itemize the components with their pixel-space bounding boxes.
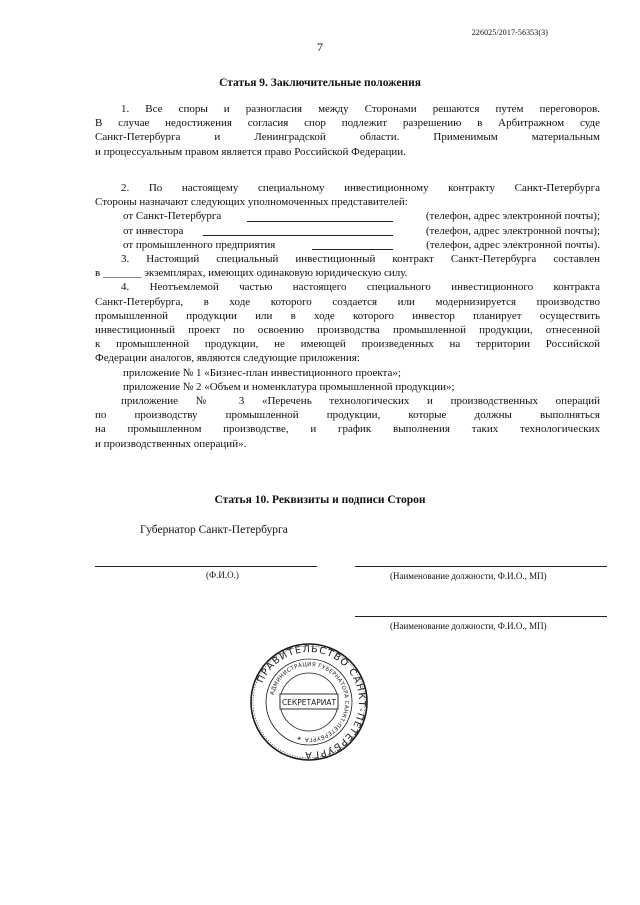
- representative-row-enterprise: [95, 238, 600, 252]
- blank-line: [312, 249, 393, 250]
- representative-label: от Санкт-Петербурга: [123, 210, 222, 223]
- seal-star-icon: ★: [297, 736, 302, 742]
- article-9-paragraph-1: [95, 102, 600, 159]
- seal-inner-text: АДМИНИСТРАЦИЯ ГУБЕРНАТОРА САНКТ-ПЕТЕРБУРГА: [269, 661, 350, 743]
- caption-fio: (Ф.И.О.): [206, 570, 239, 580]
- text-line: и процессуальным правом является право Российской Федерации.: [95, 145, 406, 158]
- representative-row-investor: [95, 224, 600, 238]
- text-line: инвестиционный проект по освоению производства промышленной продукции, отнесенной: [95, 323, 600, 336]
- article-9-paragraphs-2-4: [95, 181, 600, 451]
- text-line: по производству промышленной продукции, которые должны выполняться: [95, 409, 600, 422]
- text-line: 3. Настоящий специальный инвестиционный контракт Санкт-Петербурга составлен: [121, 252, 600, 265]
- text-line: к промышленной продукции, не имеющей произведенных на территории Российской: [95, 338, 600, 351]
- appendix-3: приложение № 3 «Перечень технологических и производственных операций: [121, 395, 600, 407]
- appendix-2: приложение № 2 «Объем и номенклатура промышленной продукции»;: [123, 380, 455, 393]
- text-line: 2. По настоящему специальному инвестиционному контракту Санкт-Петербурга: [121, 182, 600, 194]
- article-10-title: Статья 10. Реквизиты и подписи Сторон: [214, 494, 426, 506]
- governor-title: Губернатор Санкт-Петербурга: [140, 524, 288, 536]
- text-line: 1. Все споры и разногласия между Сторонами решаются путем переговоров.: [121, 103, 600, 115]
- text-line: промышленной продукции или в ходе которого инвестор планирует осуществить: [95, 309, 600, 322]
- text-line: 4. Неотъемлемой частью настоящего специального инвестиционного контракта: [121, 281, 600, 294]
- representative-contact: (телефон, адрес электронной почты);: [425, 224, 600, 237]
- signature-line-position-1: [355, 566, 607, 567]
- blank-line: [203, 235, 393, 236]
- text-line: В случае недостижения согласия спор подлежит разрешению в Арбитражном суде: [95, 117, 600, 130]
- appendix-1: приложение № 1 «Бизнес-план инвестиционного проекта»;: [123, 366, 401, 379]
- article-9-title: Статья 9. Заключительные положения: [219, 77, 421, 89]
- representative-label: от промышленного предприятия: [123, 238, 276, 251]
- text-line: в _______ экземплярах, имеющих одинаковую юридическую силу.: [95, 267, 408, 280]
- seal-outer-text: ПРАВИТЕЛЬСТВО САНКТ-ПЕТЕРБУРГА: [255, 643, 368, 761]
- signature-line-position-2: [355, 616, 607, 617]
- caption-position-2: (Наименование должности, Ф.И.О., МП): [390, 621, 547, 631]
- text-line: Федерации аналогов, являются следующие приложения:: [95, 352, 360, 365]
- signature-line-fio: [95, 566, 317, 567]
- caption-position-1: (Наименование должности, Ф.И.О., МП): [390, 571, 547, 581]
- text-line: и производственных операций».: [95, 437, 247, 450]
- representative-contact: (телефон, адрес электронной почты).: [426, 238, 600, 251]
- text-line: Стороны назначают следующих уполномоченных представителей:: [95, 196, 408, 209]
- text-line: на промышленном производстве, и график выполнения таких технологических: [95, 423, 600, 436]
- blank-line: [247, 221, 393, 222]
- representative-row-spb: [95, 209, 600, 223]
- official-seal: [249, 642, 369, 762]
- text-line: Санкт-Петербурга, в ходе которого создается или модернизируется производство: [95, 295, 600, 308]
- document-number: 226025/2017-56353(3): [471, 28, 548, 37]
- representative-contact: (телефон, адрес электронной почты);: [425, 210, 600, 223]
- representative-label: от инвестора: [123, 224, 184, 237]
- text-line: Санкт-Петербурга и Ленинградской области. Применимым материальным: [95, 131, 600, 144]
- page-number: 7: [317, 40, 323, 54]
- seal-center-text: СЕКРЕТАРИАТ: [281, 698, 337, 707]
